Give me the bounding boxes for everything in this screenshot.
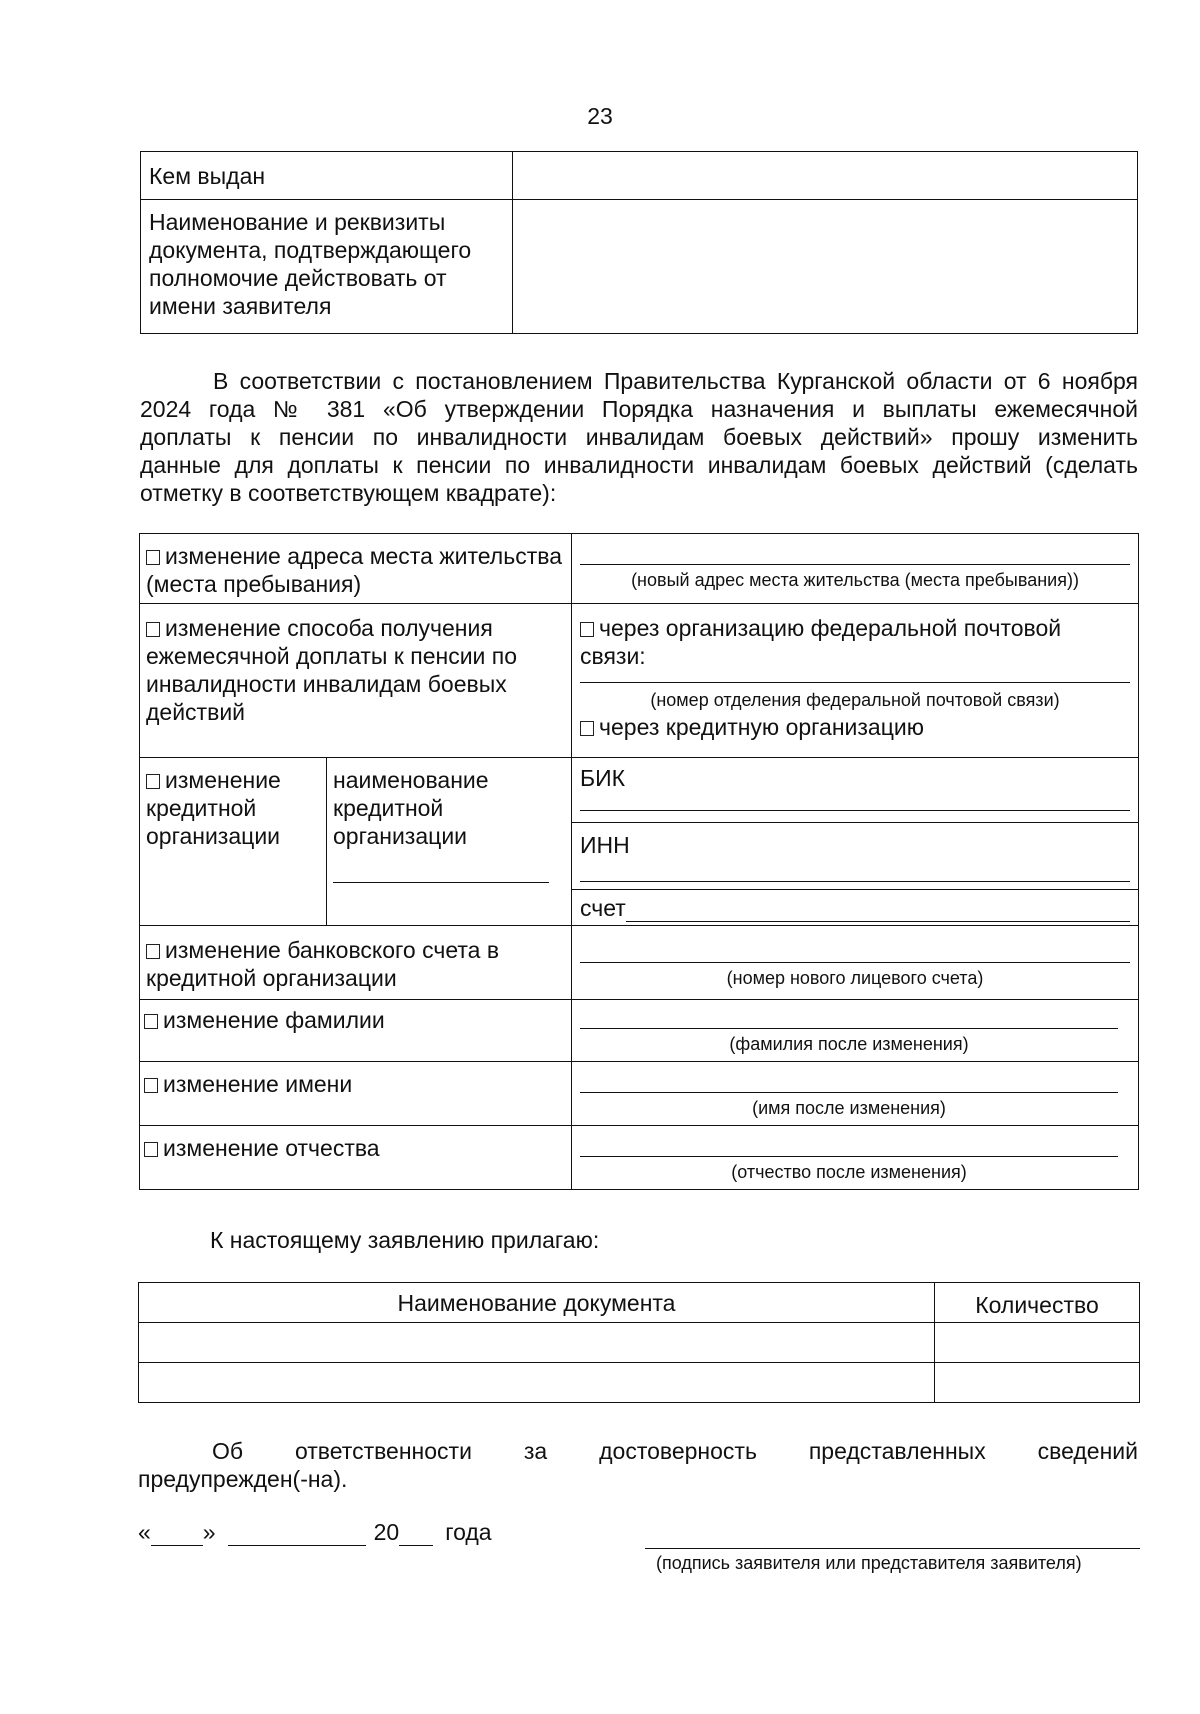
intro-paragraph (140, 367, 1138, 507)
bank-account-input-line[interactable] (580, 962, 1130, 963)
name-hint: (имя после изменения) (752, 1098, 946, 1118)
post-option[interactable]: через организацию федеральной почтовой связи: (580, 615, 1062, 669)
issued-by-label: Кем выдан (141, 152, 513, 200)
date-line: « » 20 года (138, 1519, 492, 1545)
account-label: счет (580, 895, 626, 921)
method-change-label: изменение способа получения ежемесячной доплаты к пенсии по инвалидности инвалидам боевых действий (146, 615, 518, 725)
signature-hint: (подпись заявителя или представителя заявителя) (656, 1553, 1082, 1573)
bank-account-change-cell[interactable] (140, 926, 572, 1000)
address-hint: (новый адрес места жительства (места пребывания)) (631, 570, 1079, 590)
surname-input-line[interactable] (580, 1028, 1118, 1029)
inn-input-line[interactable] (580, 881, 1130, 882)
checkbox-icon[interactable] (144, 1078, 158, 1093)
attachments-table (138, 1282, 1140, 1403)
credit-change-label: изменение кредитной организации (146, 767, 281, 849)
bank-account-change-label: изменение банковского счета в кредитной организации (146, 937, 500, 991)
month-input-line[interactable] (228, 1521, 366, 1546)
address-input-line[interactable] (580, 564, 1130, 565)
credit-name-label: наименование кредитной организации (333, 767, 489, 849)
bik-input-line[interactable] (580, 810, 1130, 811)
post-input-line[interactable] (580, 682, 1130, 683)
checkbox-icon[interactable] (146, 622, 160, 637)
col-quantity: Количество (935, 1283, 1140, 1323)
applicant-document-table (140, 151, 1138, 334)
responsibility-line: предупрежден(-на). (138, 1466, 348, 1492)
surname-change-label: изменение фамилии (163, 1007, 385, 1033)
account-input-line[interactable] (626, 899, 1130, 922)
col-document-name: Наименование документа (139, 1283, 935, 1323)
checkbox-icon[interactable] (144, 1014, 158, 1029)
bik-label: БИК (580, 765, 626, 791)
name-input-line[interactable] (580, 1092, 1118, 1093)
responsibility-paragraph (138, 1437, 1138, 1493)
bank-account-hint: (номер нового лицевого счета) (726, 968, 984, 988)
method-change-cell[interactable] (140, 604, 572, 758)
credit-option[interactable]: через кредитную организацию (580, 713, 1130, 741)
surname-change-cell[interactable] (140, 1000, 572, 1062)
year-input-line[interactable] (399, 1521, 433, 1546)
attachment-qty-cell[interactable] (935, 1363, 1140, 1403)
page-number: 23 (587, 103, 613, 129)
intro-line: доплаты к пенсии по инвалидности инвалидам боевых действий» прошу изменить (140, 424, 1138, 450)
post-hint: (номер отделения федеральной почтовой связи) (650, 690, 1060, 710)
authority-document-label: Наименование и реквизиты документа, подтверждающего полномочие действовать от имени заявителя (141, 200, 513, 334)
intro-line: отметку в соответствующем квадрате): (140, 480, 557, 506)
day-input-line[interactable] (151, 1521, 203, 1546)
checkbox-icon[interactable] (146, 944, 160, 959)
patronymic-change-cell[interactable] (140, 1126, 572, 1190)
checkbox-icon[interactable] (146, 550, 160, 565)
intro-line: 2024 года № 381 «Об утверждении Порядка назначения и выплаты ежемесячной (140, 396, 1138, 422)
surname-hint: (фамилия после изменения) (729, 1034, 969, 1054)
intro-line: данные для доплаты к пенсии по инвалидности инвалидам боевых действий (сделать (140, 452, 1138, 478)
patronymic-hint: (отчество после изменения) (731, 1162, 967, 1182)
intro-line: В соответствии с постановлением Правительства Курганской области от 6 ноября (213, 368, 1138, 394)
checkbox-icon[interactable] (144, 1142, 158, 1157)
credit-change-cell[interactable] (140, 758, 327, 926)
checkbox-icon[interactable] (146, 774, 160, 789)
address-change-cell[interactable] (140, 534, 572, 604)
patronymic-input-line[interactable] (580, 1156, 1118, 1157)
attach-intro: К настоящему заявлению прилагаю: (210, 1227, 600, 1253)
patronymic-change-label: изменение отчества (163, 1135, 380, 1161)
attachment-name-cell[interactable] (139, 1323, 935, 1363)
attachment-qty-cell[interactable] (935, 1323, 1140, 1363)
name-change-cell[interactable] (140, 1062, 572, 1126)
changes-table (139, 533, 1139, 1190)
issued-by-value[interactable] (513, 152, 1138, 200)
checkbox-icon[interactable] (580, 622, 594, 637)
attachment-name-cell[interactable] (139, 1363, 935, 1403)
name-change-label: изменение имени (163, 1071, 353, 1097)
authority-document-value[interactable] (513, 200, 1138, 334)
credit-name-input-line[interactable] (333, 882, 549, 883)
address-change-label: изменение адреса места жительства (места пребывания) (146, 543, 562, 597)
signature-input-line[interactable] (645, 1548, 1140, 1549)
checkbox-icon[interactable] (580, 721, 594, 736)
inn-label: ИНН (580, 832, 630, 858)
responsibility-line: Об ответственности за достоверность представленных сведений (212, 1438, 1138, 1464)
